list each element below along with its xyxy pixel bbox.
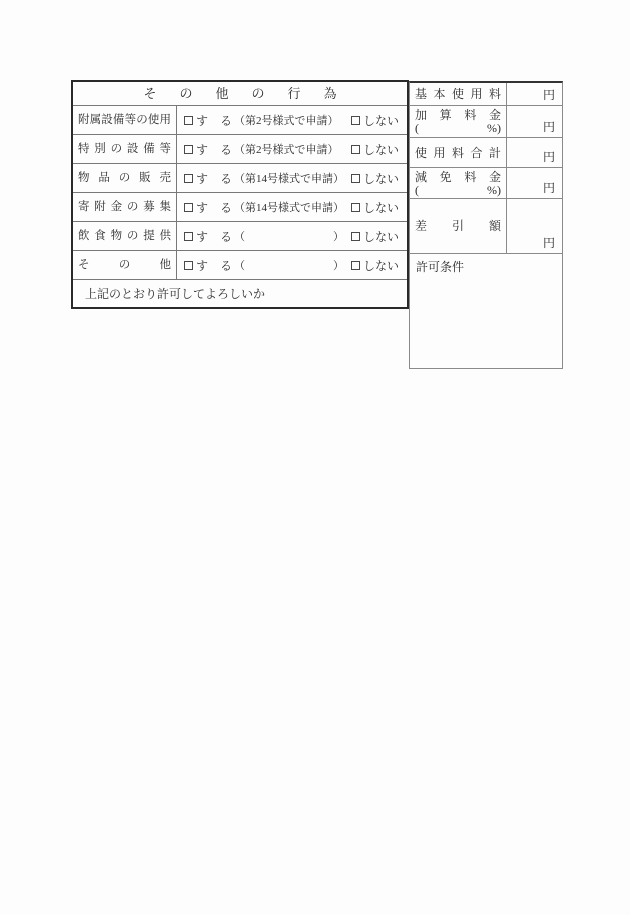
row-options-cell — [177, 164, 407, 192]
table-row — [73, 221, 407, 250]
option-dont-label: しない — [362, 200, 399, 215]
option-do-label: す る — [196, 113, 233, 128]
fee-value-cell — [506, 83, 562, 105]
checkbox-dont-icon[interactable] — [351, 203, 360, 212]
row-label-cell — [73, 164, 177, 192]
row-options-cell — [177, 193, 407, 221]
checkbox-dont-icon[interactable] — [351, 116, 360, 125]
checkbox-dont-icon[interactable] — [351, 261, 360, 270]
checkbox-do-icon[interactable] — [184, 145, 193, 154]
fee-value-cell — [506, 106, 562, 137]
option-dont-label: しない — [362, 258, 399, 273]
checkbox-do-icon[interactable] — [184, 232, 193, 241]
fee-label: 基 本 使 用 料 — [415, 87, 501, 101]
row-label-cell — [73, 193, 177, 221]
option-dont — [351, 228, 399, 245]
fee-label: 減 免 料 金 — [415, 169, 501, 184]
option-do — [184, 199, 344, 216]
paren-open: ( — [415, 121, 419, 135]
row-label-cell — [73, 106, 177, 134]
other-acts-table — [71, 80, 409, 309]
row-label-cell — [73, 251, 177, 279]
paren-open: ( — [415, 182, 419, 197]
fee-percent-line — [415, 122, 501, 135]
option-dont-label: しない — [362, 229, 399, 244]
approval-question-text: 上記のとおり許可してよろしいか — [85, 287, 266, 301]
option-dont — [351, 141, 399, 158]
checkbox-do-icon[interactable] — [184, 116, 193, 125]
option-dont-label: しない — [362, 171, 399, 186]
option-do-note: （ ） — [234, 260, 345, 272]
fee-unit: 円 — [542, 88, 555, 102]
option-do-label: す る — [196, 171, 233, 186]
option-do-label: す る — [196, 200, 233, 215]
table-row — [73, 134, 407, 163]
table-row — [73, 192, 407, 221]
option-do-note: （ ） — [234, 231, 345, 243]
checkbox-do-icon[interactable] — [184, 203, 193, 212]
checkbox-dont-icon[interactable] — [351, 232, 360, 241]
fee-row-total — [410, 138, 562, 168]
option-do-note: （第14号様式で申請） — [234, 202, 345, 214]
option-dont-label: しない — [362, 142, 399, 157]
fee-label-cell — [410, 106, 506, 137]
option-do-label: す る — [196, 142, 233, 157]
row-label: 寄 附 金 の 募 集 — [78, 201, 171, 213]
fee-unit: 円 — [542, 181, 555, 195]
approval-question — [73, 279, 407, 307]
table-row — [73, 105, 407, 134]
option-do-label: す る — [196, 258, 233, 273]
permit-conditions-cell — [410, 254, 562, 368]
paren-close: %) — [487, 121, 501, 135]
option-do — [184, 170, 344, 187]
fee-value-cell — [506, 138, 562, 167]
option-do — [184, 228, 344, 245]
fee-row-balance — [410, 199, 562, 254]
fee-label: 使 用 料 合 計 — [415, 145, 501, 160]
fee-value-cell — [506, 168, 562, 198]
option-do — [184, 141, 339, 158]
checkbox-dont-icon[interactable] — [351, 174, 360, 183]
other-acts-header: そ の 他 の 行 為 — [143, 85, 337, 101]
fee-value-cell — [506, 199, 562, 253]
fee-label-cell — [410, 199, 506, 253]
row-label: 飲 食 物 の 提 供 — [78, 230, 171, 242]
row-options-cell — [177, 251, 407, 279]
option-dont-label: しない — [362, 113, 399, 128]
fee-row-reduction — [410, 168, 562, 199]
option-do — [184, 112, 339, 129]
paren-close: %) — [487, 182, 501, 197]
table-row — [73, 250, 407, 279]
row-label: 物 品 の 販 売 — [78, 172, 171, 184]
row-label: そ の 他 — [78, 259, 171, 271]
checkbox-do-icon[interactable] — [184, 174, 193, 183]
fees-table — [409, 81, 563, 369]
option-dont — [351, 112, 399, 129]
fee-label: 差 引 額 — [415, 219, 501, 233]
fee-row-addition — [410, 106, 562, 138]
option-do — [184, 257, 344, 274]
fee-row-basic — [410, 83, 562, 106]
option-dont — [351, 199, 399, 216]
fee-label: 加 算 料 金 — [415, 108, 501, 122]
row-label: 附 属 設 備 等 の 使 用 — [78, 114, 171, 126]
option-do-label: す る — [196, 229, 233, 244]
checkbox-dont-icon[interactable] — [351, 145, 360, 154]
fee-label-cell — [410, 168, 506, 198]
option-dont — [351, 257, 399, 274]
option-do-note: （第2号様式で申請） — [234, 115, 339, 127]
option-dont — [351, 170, 399, 187]
permit-conditions-label: 許可条件 — [416, 260, 465, 274]
row-options-cell — [177, 106, 407, 134]
row-options-cell — [177, 135, 407, 163]
row-options-cell — [177, 222, 407, 250]
fee-label-cell — [410, 138, 506, 167]
fee-unit: 円 — [542, 236, 555, 250]
option-do-note: （第2号様式で申請） — [234, 144, 339, 156]
fee-unit: 円 — [542, 150, 555, 164]
table-row — [73, 163, 407, 192]
fee-unit: 円 — [542, 120, 555, 134]
row-label-cell — [73, 222, 177, 250]
row-label-cell — [73, 135, 177, 163]
fee-percent-line — [415, 184, 501, 197]
fee-label-cell — [410, 83, 506, 105]
option-do-note: （第14号様式で申請） — [234, 173, 345, 185]
row-label: 特 別 の 設 備 等 — [78, 143, 171, 155]
checkbox-do-icon[interactable] — [184, 261, 193, 270]
